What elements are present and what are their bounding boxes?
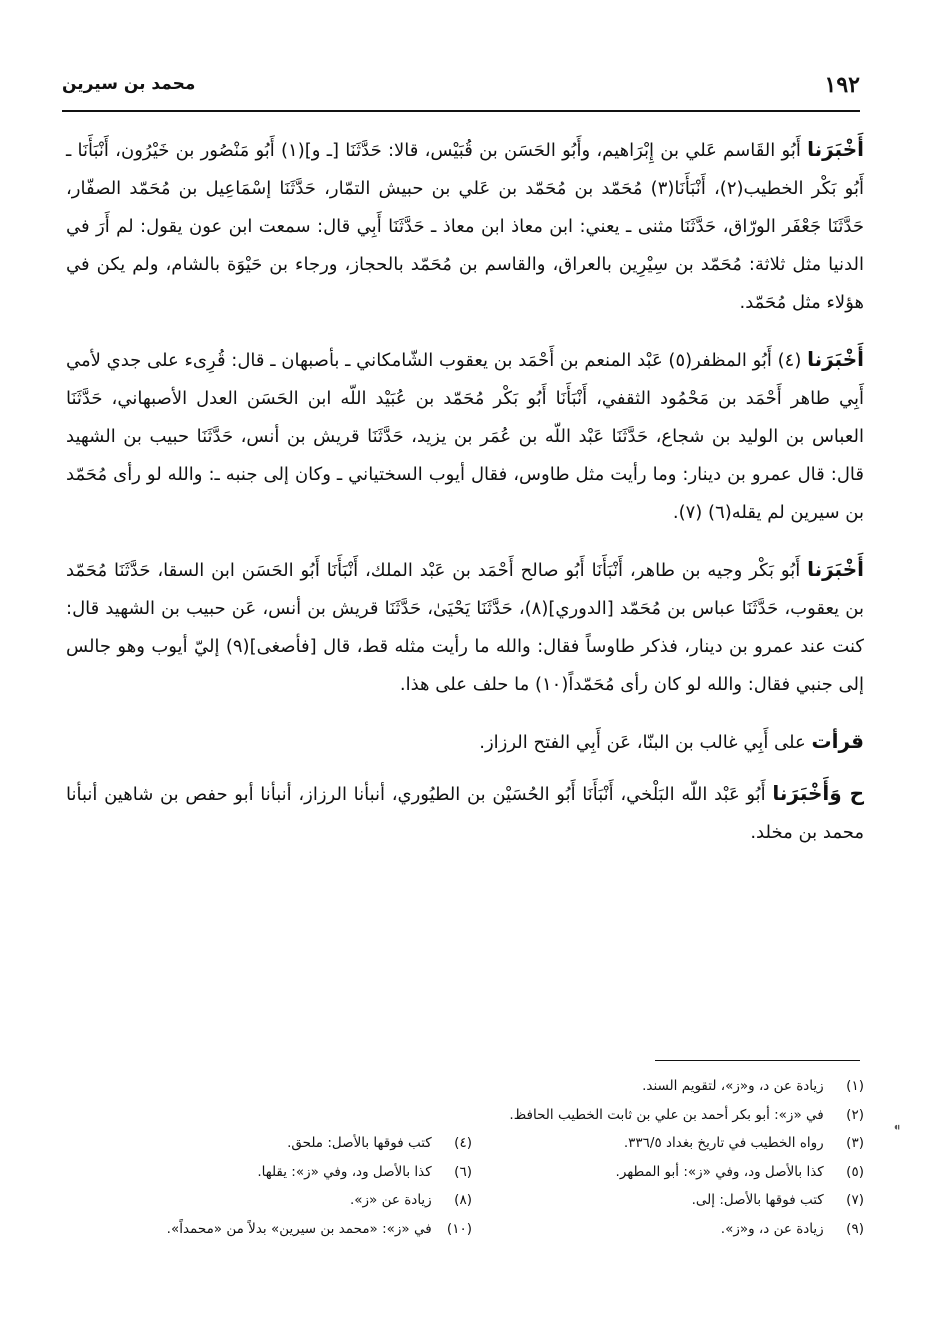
paragraph [66,130,864,322]
page-header [62,70,860,110]
footnote [80,1101,864,1130]
paragraph-text: على أَبِي غالب بن البنّا، عَن أَبِي الفتح الرزاز. [479,732,806,753]
footnote [80,1072,864,1101]
footnote-number: (٣) [846,1135,864,1151]
footnote [472,1158,864,1187]
footnote-text: زيادة عن د، و«ز»، لتقويم السند. [642,1078,824,1094]
paragraph-lead: أَخْبَرَنا [807,137,864,161]
footnote-text: كذا بالأصل ود، وفي «ز»: أبو المطهر. [615,1163,824,1180]
footnote [472,1215,864,1244]
footnote [80,1215,472,1244]
footnote-number: (٤) [454,1135,472,1151]
header-divider [62,110,860,112]
footnote-number: (١٠) [446,1220,472,1237]
footnote-number: (٨) [454,1192,472,1208]
main-text [66,130,864,864]
footnote-divider [655,1060,860,1061]
footnote-text: في «ز»: «محمد بن سيرين» بدلاً من «محمداً». [166,1220,432,1237]
footnote-text: زيادة عن «ز». [349,1192,432,1208]
footnote [80,1129,472,1158]
margin-mark-icon: ⁌ [893,1118,901,1137]
paragraph-text: أَبُو القَاسم عَلي بن إِبْرَاهيم، وأَبُو الحَسَن بن قُبَيْس، قالا: حَدَّثَنَا [ـ و](١) أَبُو مَنْصُور بن خَيْرُون، أَنْبَأَنَا ـ أَبُو بَكْر الخطيب(٢)، أَنْبَأَنَا(٣) مُحَمّد بن مُحَمّد بن عَلي بن حبيش التمّار، حَدَّثَنَا إسْمَاعِيل بن مُحَمّد الصفّار، حَدَّثَنَا جَعْفَر الورّاق، حَدَّثَنَا مثنى ـ يعني: ابن معاذ ابن معاذ ـ حَدَّثَنَا أَبِي قال: سمعت ابن عون يقول: لم أَرَ في الدنيا مثل ثلاثة: مُحَمّد بن سِيْرِين بالعراق، والقاسم بن مُحَمّد بالحجاز، ورجاء بن حَيْوَة بالشام، ولم يكن في هؤلاء مثل مُحَمّد. [66,140,864,313]
footnote-number: (٢) [846,1106,864,1123]
paragraph [66,722,864,762]
paragraph-lead: قرأت [811,729,864,753]
footnote-row [80,1215,864,1244]
footnote-number: (٥) [846,1163,864,1180]
footnote [80,1186,472,1215]
footnote-text: كتب فوقها بالأصل: ملحق. [287,1135,432,1151]
paragraph-text: (٤) أَبُو المظفر(٥) عَبْد المنعم بن أَحْمَد بن يعقوب الشّامكاني ـ بأصبهان ـ قال: قُرِىء على جدي لأمي أَبِي طاهر أَحْمَد بن مَحْمُود الثقفي، أَنْبَأَنَا أَبُو بَكْر مُحَمّد بن عُبَيْد اللّه ابن الحَسَن العدل الأصبهاني، حَدَّثَنَا العباس بن الوليد بن شجاع، حَدَّثَنَا عَبْد اللّه بن عُمَر بن يزيد، حَدَّثَنَا قريش بن أنس، حَدَّثَنَا حبيب بن الشهيد قال: قال عمرو بن دينار: وما رأيت مثل طاوس، فقال أيوب السختياني ـ وكان إلى جنبه ـ: والله لو رأى مُحَمّد بن سيرين لم يقله(٦) (٧). [66,350,864,523]
running-title: محمد بن سيرين [62,74,196,94]
footnotes [80,1072,864,1243]
footnote [80,1158,472,1187]
footnote-row [80,1186,864,1215]
paragraph-lead: أَخْبَرَنا [807,557,864,581]
footnote-number: (٦) [454,1163,472,1180]
footnote-number: (٩) [846,1220,864,1237]
paragraph-lead: ح وَأَخْبَرَنا [772,781,865,805]
footnote-text: كذا بالأصل ود، وفي «ز»: يقلها. [257,1163,432,1180]
footnote-number: (٧) [846,1192,864,1208]
footnote-text: كتب فوقها بالأصل: إلى. [691,1192,824,1208]
footnote-number: (١) [846,1078,864,1094]
footnote-row [80,1158,864,1187]
page-number: ١٩٢ [824,72,860,98]
paragraph [66,550,864,704]
footnote-text: في «ز»: أبو بكر أحمد بن علي بن ثابت الخطيب الحافظ. [509,1106,824,1123]
footnote-text: زيادة عن د، و«ز». [720,1220,824,1237]
footnote [472,1129,864,1158]
footnote-row [80,1129,864,1158]
paragraph [66,774,864,852]
paragraph-text: أَبُو بَكْر وجيه بن طاهر، أَنْبَأَنَا أَبُو صالح أَحْمَد بن عَبْد الملك، أَنْبَأَنَا أَبُو الحَسَن ابن السقا، حَدَّثَنَا مُحَمّد بن يعقوب، حَدَّثَنَا عباس بن مُحَمّد [الدوري](٨)، حَدَّثَنَا يَحْيَىٰ، حَدَّثَنَا قريش بن أنس، عَن حبيب بن الشهيد قال: كنت عند عمرو بن دينار، فذكر طاوساً فقال: والله ما رأيت مثله قط، قال [فأصغى](٩) إليّ أيوب وهو جالس إلى جنبي فقال: والله لو كان رأى مُحَمّداً(١٠) ما حلف على هذا. [66,560,865,695]
paragraph-lead: أَخْبَرَنا [807,347,864,371]
footnote [472,1186,864,1215]
paragraph-text: أَبُو عَبْد اللّه البَلْخي، أَنْبَأَنَا أَبُو الحُسَيْن بن الطيُوري، أنبأنا الرزاز، أنبأنا أبو حفص بن شاهين أنبأنا محمد بن مخلد. [66,784,864,843]
paragraph [66,340,864,532]
footnote-text: رواه الخطيب في تاريخ بغداد ٣٣٦/٥. [623,1135,824,1151]
